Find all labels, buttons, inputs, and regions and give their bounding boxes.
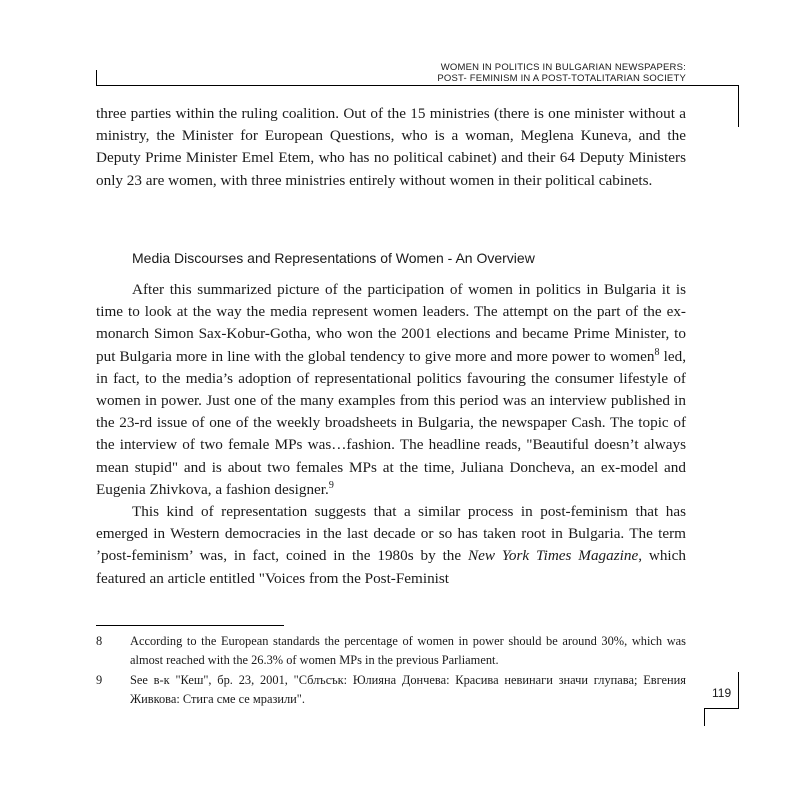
body-paragraph-2 bbox=[96, 279, 686, 501]
running-head bbox=[437, 62, 686, 84]
footnote-ref-8[interactable]: 8 bbox=[654, 346, 660, 358]
paragraph-3-part-1: This kind of representation suggests that a similar process in post-feminism that has emerged in Western democracies in the last decade or so has taken root in Bulgaria. The term ’post-feminism’ was, in fact, coined in the 1980s by the bbox=[96, 503, 686, 565]
page-number: 119 bbox=[712, 686, 732, 700]
footnote-text: See в-к "Кеш", бр. 23, 2001, "Сблъсък: Юлияна Дончева: Красива невинаги значи глупава; Евгения Живкова: Стига сме се мразили". bbox=[130, 673, 686, 706]
footnote-separator bbox=[96, 625, 284, 626]
footnote-9 bbox=[96, 671, 686, 708]
paragraph-3-part-2: , which featured an article entitled "Voices from the Post-Feminist bbox=[96, 547, 686, 587]
magazine-title: New York Times Magazine bbox=[467, 547, 639, 565]
header-rule-left-tick bbox=[96, 70, 97, 86]
header-rule-right-tick bbox=[738, 85, 739, 127]
body-paragraph-3 bbox=[96, 501, 686, 590]
running-head-line-2: POST- FEMINISM IN A POST-TOTALITARIAN SOCIETY bbox=[437, 73, 686, 84]
paragraph-1-text: three parties within the ruling coalition. Out of the 15 ministries (there is one minister without a ministry, the Minister for European Questions, who is a woman, Meglena Kuneva, and the Deputy Prime Minister Emel Etem, who has no political cabinet) and their 64 Deputy Ministers only 23 are women, with three ministries entirely without women in their political cabinets. bbox=[96, 105, 686, 189]
running-head-line-1: WOMEN IN POLITICS IN BULGARIAN NEWSPAPERS: bbox=[440, 62, 686, 73]
footnote-number: 8 bbox=[96, 634, 103, 648]
footnote-8 bbox=[96, 632, 686, 669]
body-section bbox=[96, 279, 686, 590]
footnote-number: 9 bbox=[96, 673, 103, 687]
paragraph-2-part-2: led, in fact, to the media’s adoption of representational politics favouring the consumer lifestyle of women in power. Just one of the many examples from this period was an interview published in the 23-rd issue of one of the weekly broadsheets in Bulgaria, the newspaper Cash. The topic of the interview of two female MPs was…fashion. The headline reads, "Beautiful doesn’t always mean stupid" and is about two females MPs at the time, Juliana Doncheva, an ex-model and Eugenia Zhivkova, a fashion designer. bbox=[96, 347, 687, 498]
footnote-text: According to the European standards the percentage of women in power should be around 30%, which was almost reached with the 26.3% of women MPs in the previous Parliament. bbox=[130, 634, 686, 667]
body-paragraph-1 bbox=[96, 103, 686, 192]
footnote-ref-9[interactable]: 9 bbox=[328, 479, 334, 491]
header-rule bbox=[96, 85, 738, 86]
page-number-rule-vertical bbox=[738, 672, 739, 708]
page-number-rule-tick bbox=[704, 708, 705, 726]
footnotes bbox=[96, 632, 686, 710]
paragraph-2-part-1: After this summarized picture of the participation of women in politics in Bulgaria it is time to look at the way the media represent women leaders. The attempt on the part of the ex-monarch Simon Sax-Kobur-Gotha, who won the 2001 elections and became Prime Minister, to put Bulgaria more in line with the global tendency to give more and more power to women bbox=[96, 281, 686, 365]
section-heading: Media Discourses and Representations of Women - An Overview bbox=[132, 250, 535, 266]
page-number-rule-horizontal bbox=[704, 708, 739, 709]
